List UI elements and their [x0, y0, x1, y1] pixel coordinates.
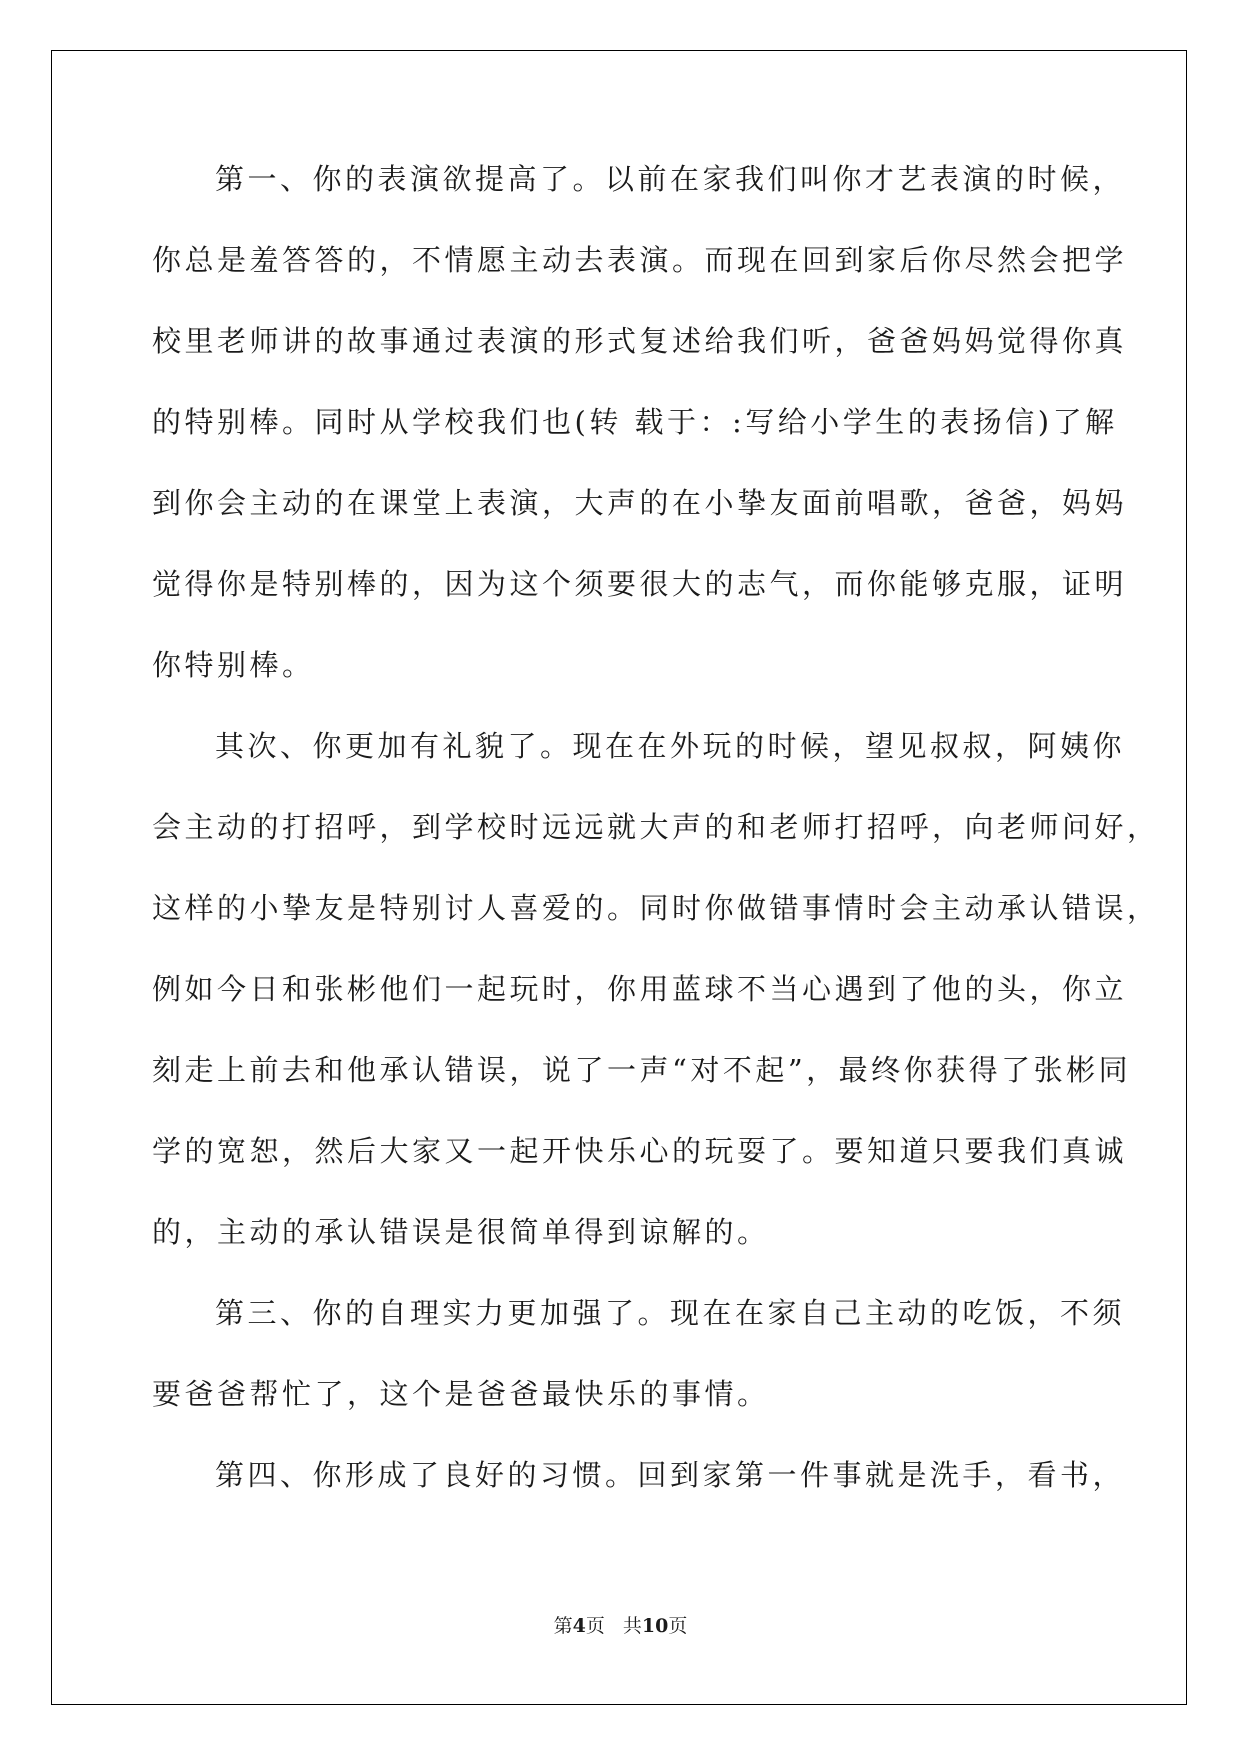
paragraph-1-line-4: 的特别棒。同时从学校我们也(转 载于：:写给小学生的表扬信)了解	[152, 405, 1118, 439]
page-prefix: 第	[553, 1615, 573, 1637]
paragraph-1-line-2: 你总是羞答答的，不情愿主动去表演。而现在回到家后你尽然会把学	[152, 243, 1128, 277]
total-pages: 10	[641, 1615, 669, 1637]
paragraph-3-line-2: 要爸爸帮忙了，这个是爸爸最快乐的事情。	[152, 1377, 770, 1411]
page-footer	[0, 1611, 1241, 1638]
paragraph-2-line-5: 刻走上前去和他承认错误，说了一声“对不起”，最终你获得了张彬同	[152, 1053, 1132, 1087]
total-suffix: 页	[668, 1615, 688, 1637]
paragraph-2-line-7: 的，主动的承认错误是很简单得到谅解的。	[152, 1215, 770, 1249]
paragraph-1-line-7: 你特别棒。	[152, 648, 315, 682]
paragraph-2-line-1: 其次、你更加有礼貌了。现在在外玩的时候，望见叔叔，阿姨你	[215, 729, 1126, 763]
document-body	[152, 162, 1160, 1542]
page-number: 4	[572, 1615, 586, 1637]
paragraph-3-line-1: 第三、你的自理实力更加强了。现在在家自己主动的吃饭，不须	[215, 1296, 1126, 1330]
paragraph-2-line-6: 学的宽恕，然后大家又一起开快乐心的玩耍了。要知道只要我们真诚	[152, 1134, 1128, 1168]
paragraph-4-line-1: 第四、你形成了良好的习惯。回到家第一件事就是洗手，看书，	[215, 1458, 1126, 1492]
paragraph-1-line-1: 第一、你的表演欲提高了。以前在家我们叫你才艺表演的时候，	[215, 162, 1126, 196]
paragraph-1-line-3: 校里老师讲的故事通过表演的形式复述给我们听，爸爸妈妈觉得你真	[152, 324, 1128, 358]
paragraph-1-line-5: 到你会主动的在课堂上表演，大声的在小挚友面前唱歌，爸爸，妈妈	[152, 486, 1128, 520]
paragraph-2-line-2: 会主动的打招呼，到学校时远远就大声的和老师打招呼，向老师问好，	[152, 810, 1160, 844]
paragraph-2-line-3: 这样的小挚友是特别讨人喜爱的。同时你做错事情时会主动承认错误，	[152, 891, 1160, 925]
page-suffix: 页	[585, 1615, 605, 1637]
total-prefix: 共	[622, 1615, 642, 1637]
paragraph-1-line-6: 觉得你是特别棒的，因为这个须要很大的志气，而你能够克服，证明	[152, 567, 1128, 601]
paragraph-2-line-4: 例如今日和张彬他们一起玩时，你用蓝球不当心遇到了他的头，你立	[152, 972, 1128, 1006]
